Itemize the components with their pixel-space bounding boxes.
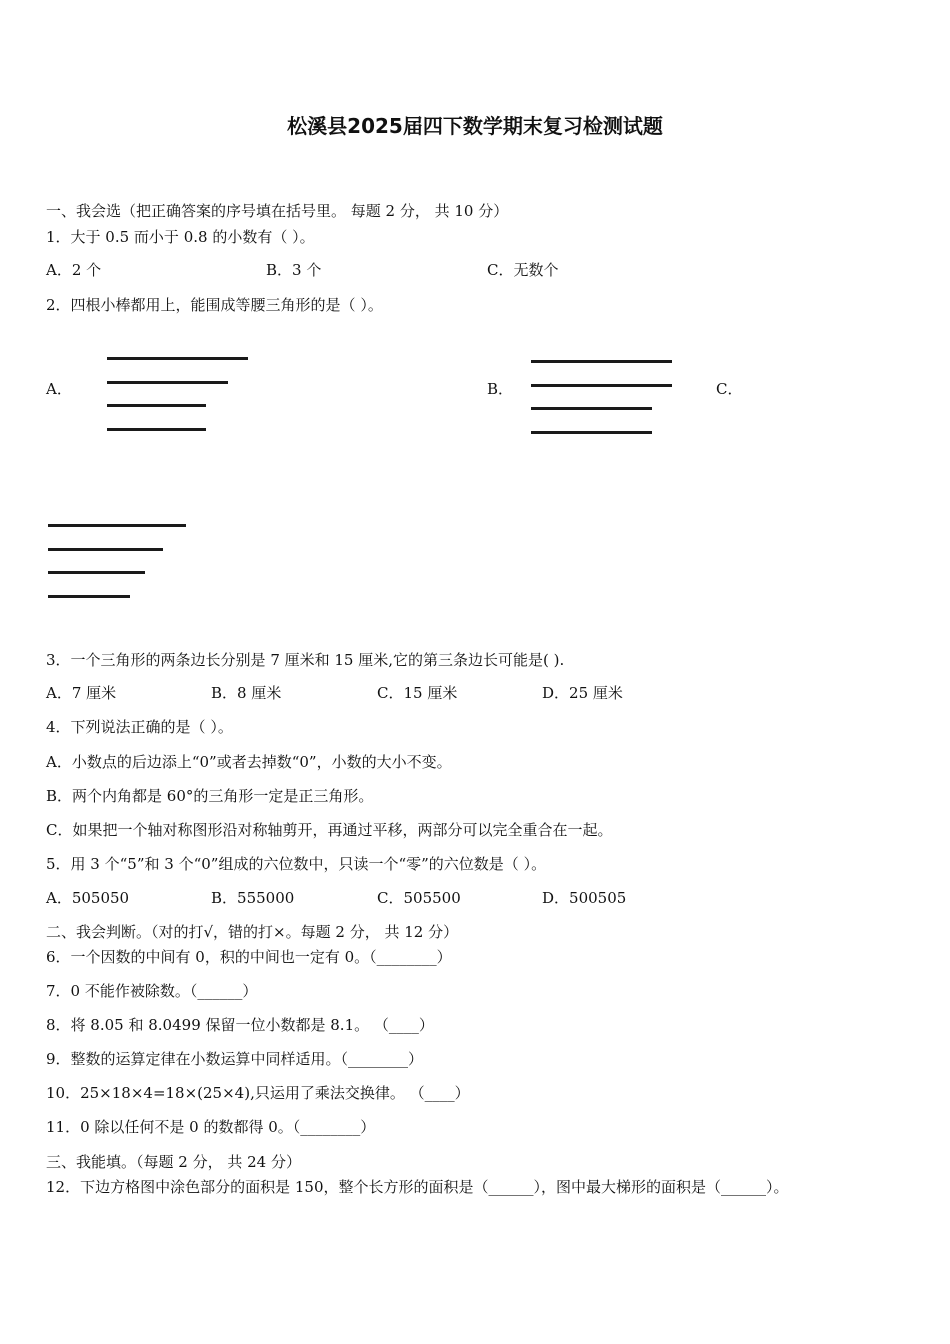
q5-option-d: D．500505 [542, 889, 627, 907]
section1-header: 一、我会选（把正确答案的序号填在括号里。 每题 2 分， 共 10 分） [46, 202, 509, 220]
stick [107, 428, 206, 431]
q9-stem: 9．整数的运算定律在小数运算中同样适用。（________） [46, 1050, 424, 1068]
q4-stem: 4．下列说法正确的是（ ）。 [46, 718, 233, 736]
q4-option-a: A．小数点的后边添上“0”或者去掉数“0”，小数的大小不变。 [46, 753, 452, 771]
q10-stem: 10．25×18×4=18×(25×4),只运用了乘法交换律。 （____） [46, 1084, 470, 1102]
stick [48, 571, 145, 574]
q5-option-c: C．505500 [377, 889, 461, 907]
q3-stem: 3．一个三角形的两条边长分别是 7 厘米和 15 厘米,它的第三条边长可能是( ). [46, 651, 565, 669]
q11-stem: 11．0 除以任何不是 0 的数都得 0。（________） [46, 1118, 376, 1136]
stick [107, 404, 206, 407]
q3-option-a: A．7 厘米 [46, 684, 117, 702]
stick [107, 357, 248, 360]
stick [531, 407, 652, 410]
q4-option-b: B．两个内角都是 60°的三角形一定是正三角形。 [46, 787, 374, 805]
q1-option-a: A．2 个 [46, 261, 102, 279]
section3-header: 三、我能填。（每题 2 分， 共 24 分） [46, 1153, 301, 1171]
q7-stem: 7．0 不能作被除数。（______） [46, 982, 258, 1000]
stick [531, 360, 672, 363]
q2-label-c: C． [716, 380, 743, 398]
q4-option-c: C．如果把一个轴对称图形沿对称轴剪开，再通过平移，两部分可以完全重合在一起。 [46, 821, 613, 839]
q5-option-b: B．555000 [211, 889, 295, 907]
page-title: 松溪县2025届四下数学期末复习检测试题 [287, 114, 663, 138]
q12-stem: 12．下边方格图中涂色部分的面积是 150，整个长方形的面积是（______），图中最大梯形的面积是（______）。 [46, 1178, 789, 1196]
stick [531, 431, 652, 434]
stick [531, 384, 672, 387]
q1-option-b: B．3 个 [266, 261, 322, 279]
q1-option-c: C．无数个 [487, 261, 559, 279]
q8-stem: 8．将 8.05 和 8.0499 保留一位小数都是 8.1。 （____） [46, 1016, 434, 1034]
q1-stem: 1．大于 0.5 而小于 0.8 的小数有（ ）。 [46, 228, 315, 246]
stick [48, 524, 186, 527]
stick [48, 595, 130, 598]
stick [107, 381, 228, 384]
q2-label-a: A． [46, 380, 72, 398]
q2-stem: 2．四根小棒都用上，能围成等腰三角形的是（ ）。 [46, 296, 383, 314]
q3-option-d: D．25 厘米 [542, 684, 623, 702]
q3-option-b: B．8 厘米 [211, 684, 282, 702]
q2-label-b: B． [487, 380, 514, 398]
q3-option-c: C．15 厘米 [377, 684, 458, 702]
q5-stem: 5．用 3 个“5”和 3 个“0”组成的六位数中，只读一个“零”的六位数是（ ）。 [46, 855, 547, 873]
q5-option-a: A．505050 [46, 889, 130, 907]
section2-header: 二、我会判断。（对的打√，错的打×。每题 2 分， 共 12 分） [46, 923, 459, 941]
q6-stem: 6．一个因数的中间有 0，积的中间也一定有 0。（________） [46, 948, 452, 966]
stick [48, 548, 163, 551]
